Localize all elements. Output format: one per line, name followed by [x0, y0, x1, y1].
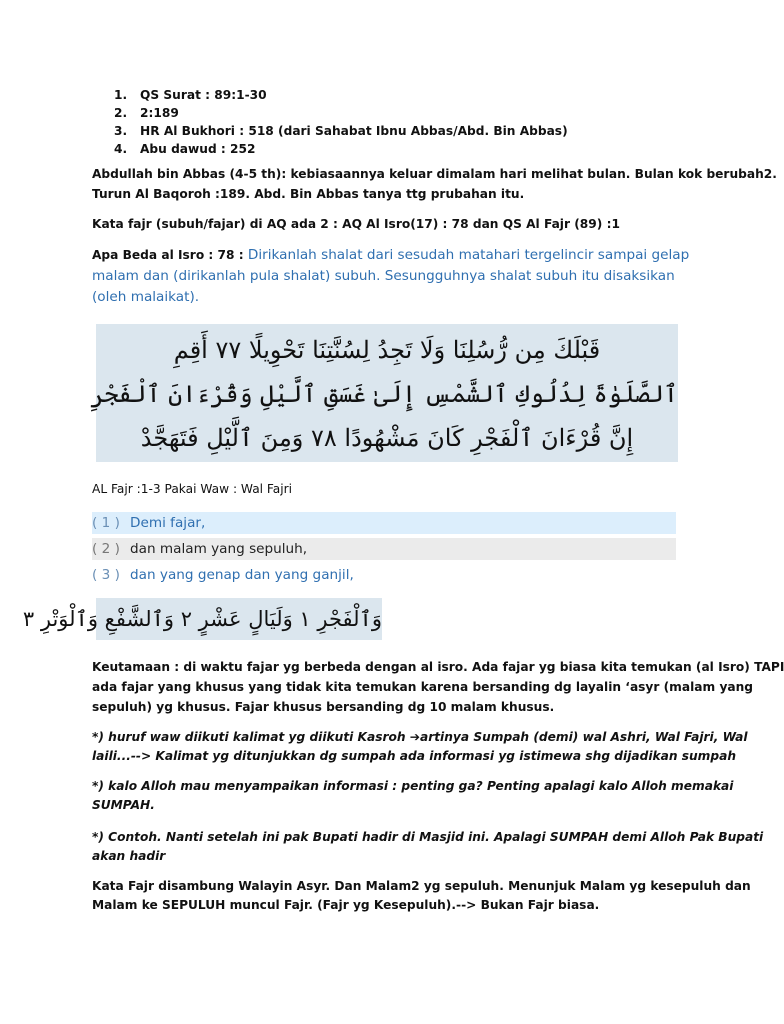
note-3-line-2: akan hadir [92, 849, 166, 863]
fajr-arabic-line: وَٱلْفَجْرِ ١ وَلَيَالٍ عَشْرٍ ٢ وَٱلشَّفْعِ وَٱلْوَتْرِ ٣ [22, 607, 382, 631]
isro-translation-1: Dirikanlah shalat dari sesudah matahari tergelincir sampai gelap [247, 247, 690, 263]
abbas-paragraph-line-2: Turun Al Baqoroh :189. Abd. Bin Abbas tanya ttg prubahan itu. [92, 187, 525, 201]
verse-text: dan yang genap dan yang ganjil, [130, 567, 354, 583]
isro-label: Apa Beda al Isro : 78 : [92, 248, 248, 262]
isro-translation-2: malam dan (dirikanlah pula shalat) subuh. Sesungguhnya shalat subuh itu disaksikan [92, 268, 675, 284]
list-item: 4. Abu dawud : 252 [114, 142, 256, 156]
fajr-arabic-image [22, 598, 382, 640]
closing-line-1: Kata Fajr disambung Walayin Asyr. Dan Malam2 yg sepuluh. Menunjuk Malam yg kesepuluh dan [92, 879, 751, 893]
verse-row-1 [92, 512, 676, 534]
note-1-line-1: *) huruf waw diikuti kalimat yg diikuti Kasroh ➔artinya Sumpah (demi) wal Ashri, Wal Fajri, Wal [92, 730, 748, 744]
list-item: 2. 2:189 [114, 106, 179, 120]
verse-row-2 [92, 538, 676, 560]
note-1-line-2: laili...--> Kalimat yg ditunjukkan dg sumpah ada informasi yg istimewa shg dijadikan sumpah [92, 749, 736, 763]
note-3-line-1: *) Contoh. Nanti setelah ini pak Bupati hadir di Masjid ini. Apalagi SUMPAH demi Alloh Pak Bupati [92, 830, 764, 844]
verse-number: ( 1 ) [92, 515, 120, 531]
keutamaan-line-1: Keutamaan : di waktu fajar yg berbeda dengan al isro. Ada fajar yg biasa kita temukan (al Isro) TAPI [92, 660, 784, 674]
fajr-heading: AL Fajr :1-3 Pakai Waw : Wal Fajri [92, 482, 293, 496]
verse-number: ( 3 ) [92, 567, 120, 583]
list-item: 3. HR Al Bukhori : 518 (dari Sahabat Ibnu Abbas/Abd. Bin Abbas) [114, 124, 568, 138]
closing-line-2: Malam ke SEPULUH muncul Fajr. (Fajr yg Kesepuluh).--> Bukan Fajr biasa. [92, 898, 600, 912]
isro-line-1 [92, 246, 689, 265]
note-2-line-2: SUMPAH. [92, 798, 155, 812]
isro-translation-3: (oleh malaikat). [92, 289, 200, 305]
verse-row-3 [92, 564, 676, 586]
reference-list [114, 86, 568, 158]
verse-text: dan malam yang sepuluh, [130, 541, 308, 557]
note-2-line-1: *) kalo Alloh mau menyampaikan informasi : penting ga? Penting apalagi kalo Alloh memakai [92, 779, 734, 793]
verse-text: Demi fajar, [130, 515, 206, 531]
verse-number: ( 2 ) [92, 541, 120, 557]
arabic-line-2: ٱلصَّلَوٰةَ لِدُلُوكِ ٱلشَّمْسِ إِلَىٰ غَسَقِ ٱلَّيْلِ وَقُرْءَانَ ٱلْفَجْرِ [90, 380, 678, 408]
keutamaan-line-2: ada fajar yang khusus yang tidak kita temukan karena bersanding dg layalin ‘asyr (malam yang [92, 680, 754, 694]
arabic-line-1: قَبْلَكَ مِن رُّسُلِنَا وَلَا تَجِدُ لِسُنَّتِنَا تَحْوِيلًا ٧٧ أَقِمِ [173, 336, 601, 364]
abbas-paragraph-line-1: Abdullah bin Abbas (4-5 th): kebiasaannya keluar dimalam hari melihat bulan. Bulan kok berubah2. [92, 167, 777, 181]
fajr-paragraph: Kata fajr (subuh/fajar) di AQ ada 2 : AQ Al Isro(17) : 78 dan QS Al Fajr (89) :1 [92, 217, 620, 231]
arabic-line-3: إِنَّ قُرْءَانَ ٱلْفَجْرِ كَانَ مَشْهُودًا ٧٨ وَمِنَ ٱلَّيْلِ فَتَهَجَّدْ [140, 424, 634, 452]
list-item: 1. QS Surat : 89:1-30 [114, 88, 267, 102]
isro-arabic-image [90, 324, 678, 462]
keutamaan-line-3: sepuluh) yg khusus. Fajar khusus bersanding dg 10 malam khusus. [92, 700, 555, 714]
